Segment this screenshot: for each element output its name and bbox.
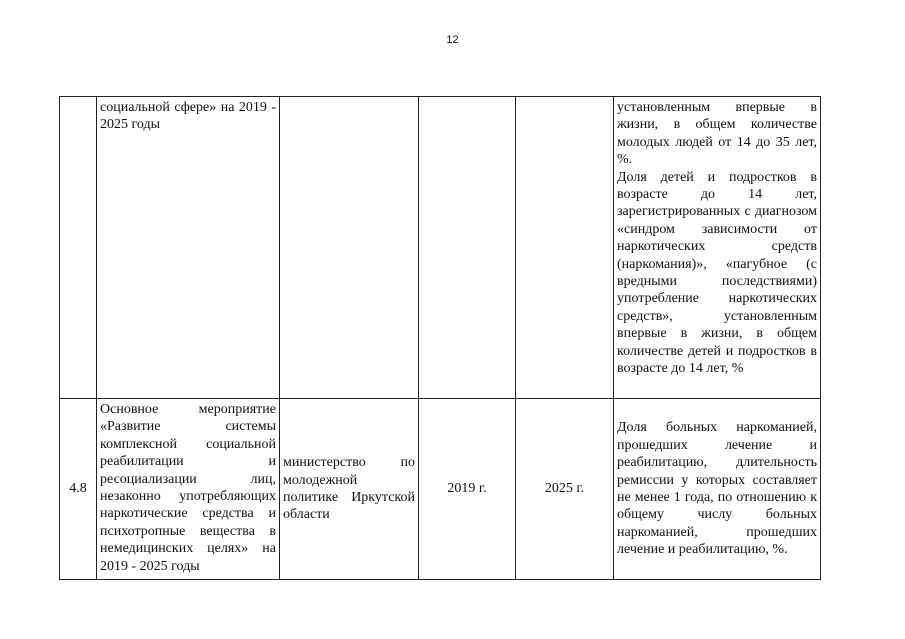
- row-number-cell: [60, 97, 97, 399]
- executor-cell: министерство по молодежной политике Иркутской области: [280, 399, 419, 580]
- row-number-cell: 4.8: [60, 399, 97, 580]
- table-row: [60, 399, 821, 580]
- end-year-cell: [516, 97, 614, 399]
- indicator-text: Доля детей и подростков в возрасте до 14 лет, зарегистрированных с диагнозом «синдром зависимости от наркотических средств (наркомания)», «пагубное (с вредными последствиями) употребление наркотических средств», установленным впервые в жизни, в общем количестве детей и подростков в возрасте до 14 лет, %: [617, 169, 817, 377]
- table-row: [60, 97, 821, 399]
- activity-name-cell: Основное мероприятие «Развитие системы комплексной социальной реабилитации и ресоциализации лиц, незаконно употребляющих наркотические средства и психотропные вещества в немедицинских целях» на 2019 - 2025 годы: [97, 399, 280, 580]
- start-year-cell: 2019 г.: [419, 399, 516, 580]
- start-year-cell: [419, 97, 516, 399]
- indicators-cell: [614, 399, 821, 580]
- end-year-cell: 2025 г.: [516, 399, 614, 580]
- activity-name-cell: социальной сфере» на 2019 - 2025 годы: [97, 97, 280, 399]
- indicator-text: установленным впервые в жизни, в общем количестве молодых людей от 14 до 35 лет, %.: [617, 100, 817, 168]
- indicator-text: Доля больных наркоманией, прошедших лечение и реабилитацию, длительность ремиссии у которых составляет не менее 1 года, по отношению к общему числу больных наркоманией, прошедших лечение и реабилитацию, %.: [617, 420, 817, 558]
- page-number: 12: [446, 34, 459, 46]
- indicators-cell: [614, 97, 821, 399]
- program-table: [59, 96, 821, 580]
- executor-cell: [280, 97, 419, 399]
